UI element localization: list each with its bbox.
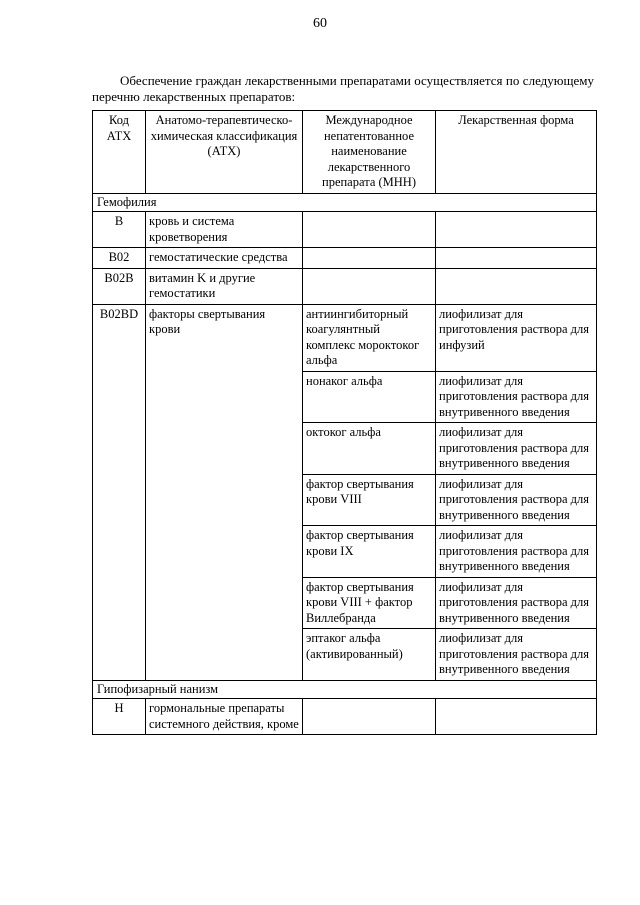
inn-cell (303, 699, 436, 735)
atc-cell: факторы свертывания крови (146, 304, 303, 680)
form-cell: лиофилизат для приготовления раствора для инфузий (436, 304, 597, 371)
section-row (93, 193, 597, 212)
section-hemophilia: Гемофилия (93, 193, 597, 212)
inn-cell (303, 212, 436, 248)
header-code: Код АТХ (93, 111, 146, 194)
inn-cell (303, 248, 436, 269)
form-cell: лиофилизат для приготовления раствора для внутривенного введения (436, 526, 597, 578)
table-header-row (93, 111, 597, 194)
inn-cell: нонаког альфа (303, 371, 436, 423)
form-cell: лиофилизат для приготовления раствора для внутривенного введения (436, 423, 597, 475)
form-cell: лиофилизат для приготовления раствора для внутривенного введения (436, 371, 597, 423)
atc-cell: гемостатические средства (146, 248, 303, 269)
code-cell: B02 (93, 248, 146, 269)
inn-cell (303, 268, 436, 304)
header-form: Лекарственная форма (436, 111, 597, 194)
form-cell: лиофилизат для приготовления раствора для внутривенного введения (436, 474, 597, 526)
code-cell: B (93, 212, 146, 248)
form-cell: лиофилизат для приготовления раствора для внутривенного введения (436, 629, 597, 681)
form-cell (436, 699, 597, 735)
section-pituitary: Гипофизарный нанизм (93, 680, 597, 699)
code-cell: H (93, 699, 146, 735)
inn-cell: фактор свертывания крови VIII + фактор Виллебранда (303, 577, 436, 629)
table-row (93, 699, 597, 735)
code-cell: B02BD (93, 304, 146, 680)
inn-cell: фактор свертывания крови IX (303, 526, 436, 578)
header-inn: Международное непатентованное наименование лекарственного препарата (МНН) (303, 111, 436, 194)
atc-cell: кровь и система кроветворения (146, 212, 303, 248)
inn-cell: фактор свертывания крови VIII (303, 474, 436, 526)
header-atc: Анатомо-терапевтическо-химическая классификация (АТХ) (146, 111, 303, 194)
section-row (93, 680, 597, 699)
drug-table (92, 110, 597, 735)
inn-cell: эптаког альфа (активированный) (303, 629, 436, 681)
intro-paragraph: Обеспечение граждан лекарственными препаратами осуществляется по следующему перечню лекарственных препаратов: (92, 73, 594, 104)
atc-cell: витамин K и другие гемостатики (146, 268, 303, 304)
form-cell (436, 212, 597, 248)
inn-cell: антиингибиторный коагулянтный комплекс мороктоког альфа (303, 304, 436, 371)
form-cell: лиофилизат для приготовления раствора для внутривенного введения (436, 577, 597, 629)
table-row (93, 304, 597, 371)
form-cell (436, 268, 597, 304)
code-cell: B02B (93, 268, 146, 304)
table-row (93, 212, 597, 248)
page-number: 60 (313, 16, 327, 31)
atc-cell: гормональные препараты системного действия, кроме (146, 699, 303, 735)
form-cell (436, 248, 597, 269)
table-row (93, 248, 597, 269)
table-row (93, 268, 597, 304)
inn-cell: октоког альфа (303, 423, 436, 475)
